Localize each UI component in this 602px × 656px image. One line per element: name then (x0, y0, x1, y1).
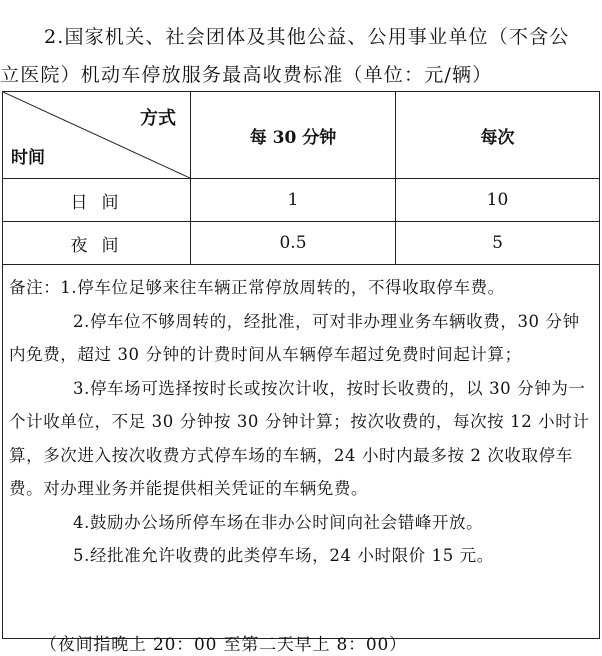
note-3: 3.停车场可选择按时长或按次计收，按时长收费的，以 30 分钟为一个计收单位，不足 30 分钟按 30 分钟计算；按次收费的，每次按 12 小时计算，多次进入按次收费方式停车场的车辆，24 小时内最多按 2 次收取停车费。对办理业务并能提供相关凭证的车辆免费。 (9, 378, 590, 498)
document-title (0, 18, 600, 94)
cell-day-per-time: 10 (396, 179, 600, 222)
notes-row (3, 265, 600, 639)
row-label-night: 夜间 (3, 222, 191, 265)
note-2: 2.停车位不够周转的，经批准，可对非办理业务车辆收费，30 分钟内免费，超过 30 分钟的计费时间从车辆停车超过免费时间起计算； (9, 311, 580, 364)
table-row-night (3, 222, 600, 265)
note-1: 备注：1.停车位足够来往车辆正常停放周转的，不得收取停车费。 (9, 278, 505, 297)
note-5: 5.经批准允许收费的此类停车场，24 小时限价 15 元。 (73, 546, 494, 565)
header-time-label: 时间 (11, 148, 45, 168)
column-header-per-time: 每次 (396, 92, 600, 179)
fee-standard-table (2, 91, 600, 639)
row-label-day: 日间 (3, 179, 191, 222)
column-header-per30: 每 30 分钟 (191, 92, 396, 179)
cell-night-per-time: 5 (396, 222, 600, 265)
header-method-label: 方式 (140, 108, 176, 129)
table-row-day (3, 179, 600, 222)
night-definition-note: （夜间指晚上 20：00 至第二天早上 8：00） (40, 635, 407, 655)
cell-day-per30: 1 (191, 179, 396, 222)
title-line-1: 2.国家机关、社会团体及其他公益、公用事业单位（不含公 (44, 26, 570, 48)
note-4: 4.鼓励办公场所停车场在非办公时间向社会错峰开放。 (73, 512, 484, 532)
table-header-row (3, 92, 600, 179)
cell-night-per30: 0.5 (191, 222, 396, 265)
notes-cell (3, 265, 600, 639)
diagonal-header-cell (3, 92, 191, 179)
title-line-2: 立医院）机动车停放服务最高收费标准（单位：元/辆） (0, 64, 493, 86)
